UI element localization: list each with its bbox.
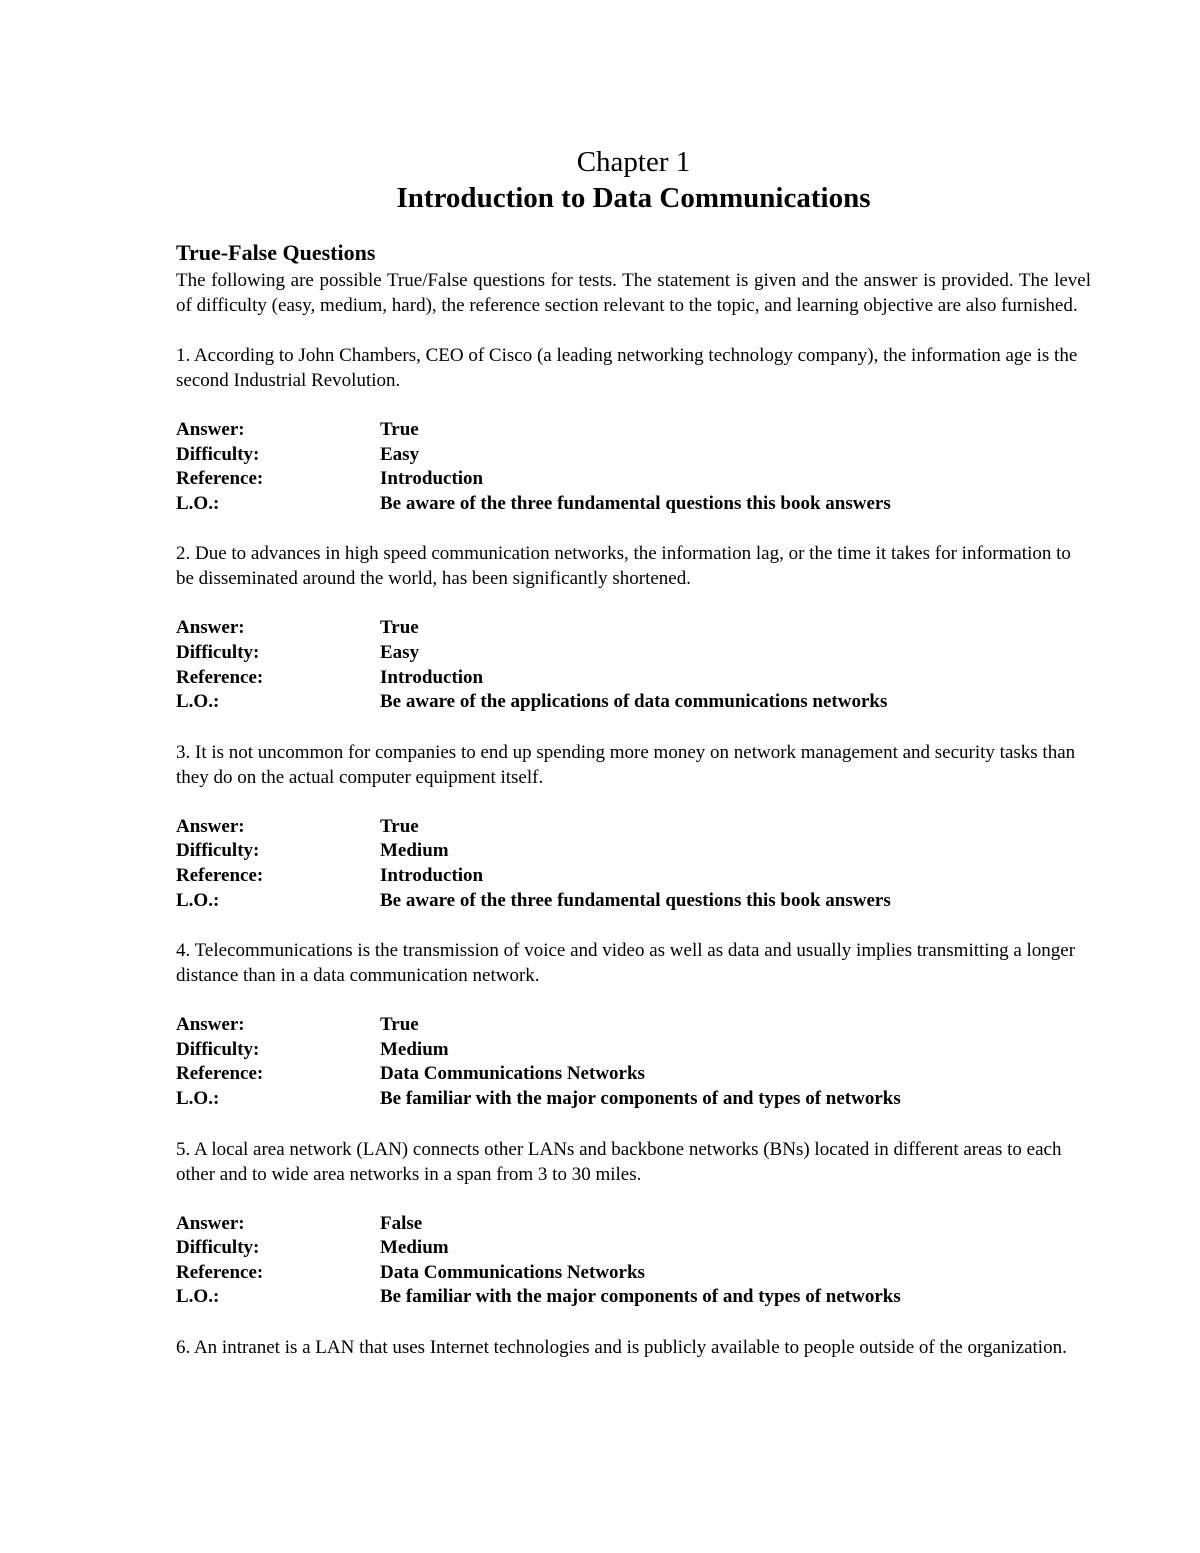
question-text: 4. Telecommunications is the transmission of voice and video as well as data and usually implies transmitting a longer distance than in a data communication network. bbox=[176, 940, 1076, 987]
reference-row bbox=[176, 666, 1091, 691]
answer-row bbox=[176, 418, 1091, 443]
question-item bbox=[176, 740, 1091, 913]
reference-row bbox=[176, 1261, 1091, 1286]
difficulty-row bbox=[176, 1038, 1091, 1063]
reference-value: Data Communications Networks bbox=[380, 1261, 645, 1283]
reference-row bbox=[176, 864, 1091, 889]
lo-row bbox=[176, 1087, 1091, 1112]
difficulty-value: Medium bbox=[380, 1038, 449, 1060]
answer-row bbox=[176, 616, 1091, 641]
lo-label: L.O.: bbox=[176, 1087, 220, 1109]
difficulty-label: Difficulty: bbox=[176, 1237, 260, 1259]
question-text: 2. Due to advances in high speed communication networks, the information lag, or the time it takes for information to be disseminated around the world, has been significantly shortened. bbox=[176, 543, 1071, 590]
reference-label: Reference: bbox=[176, 1063, 264, 1085]
difficulty-value: Easy bbox=[380, 443, 420, 465]
lo-value: Be familiar with the major components of and types of networks bbox=[380, 1087, 901, 1109]
lo-row bbox=[176, 1285, 1091, 1310]
answer-label: Answer: bbox=[176, 1014, 245, 1036]
reference-value: Data Communications Networks bbox=[380, 1063, 645, 1085]
reference-value: Introduction bbox=[380, 666, 484, 688]
question-meta bbox=[176, 1013, 1091, 1111]
question-text: 3. It is not uncommon for companies to end up spending more money on network management and security tasks than they do on the actual computer equipment itself. bbox=[176, 741, 1076, 788]
difficulty-label: Difficulty: bbox=[176, 641, 260, 663]
lo-value: Be aware of the three fundamental questions this book answers bbox=[380, 492, 891, 514]
difficulty-row bbox=[176, 443, 1091, 468]
question-item bbox=[176, 1335, 1091, 1360]
lo-label: L.O.: bbox=[176, 889, 220, 911]
question-meta bbox=[176, 616, 1091, 714]
difficulty-label: Difficulty: bbox=[176, 443, 260, 465]
lo-value: Be aware of the applications of data communications networks bbox=[380, 691, 888, 713]
difficulty-value: Medium bbox=[380, 1237, 449, 1259]
question-text: 6. An intranet is a LAN that uses Internet technologies and is publicly available to people outside of the organization. bbox=[176, 1336, 1067, 1358]
difficulty-label: Difficulty: bbox=[176, 1038, 260, 1060]
lo-label: L.O.: bbox=[176, 691, 220, 713]
question-text: 1. According to John Chambers, CEO of Cisco (a leading networking technology company), the information age is the second Industrial Revolution. bbox=[176, 345, 1078, 391]
question-item bbox=[176, 343, 1091, 516]
difficulty-value: Medium bbox=[380, 840, 449, 862]
section-intro: The following are possible True/False questions for tests. The statement is given and the answer is provided. The level of difficulty (easy, medium, hard), the reference section relevant to the topic, and learning objective are also furnished. bbox=[176, 270, 1091, 316]
reference-label: Reference: bbox=[176, 1261, 264, 1283]
chapter-number: Chapter 1 bbox=[576, 146, 691, 178]
chapter-title: Introduction to Data Communications bbox=[396, 182, 871, 214]
answer-label: Answer: bbox=[176, 815, 245, 837]
reference-label: Reference: bbox=[176, 864, 264, 886]
answer-value: True bbox=[380, 1014, 419, 1036]
question-item bbox=[176, 541, 1091, 714]
difficulty-label: Difficulty: bbox=[176, 840, 260, 862]
difficulty-row bbox=[176, 1236, 1091, 1261]
lo-row bbox=[176, 690, 1091, 715]
answer-value: True bbox=[380, 419, 419, 440]
lo-value: Be familiar with the major components of and types of networks bbox=[380, 1286, 901, 1308]
answer-label: Answer: bbox=[176, 1212, 245, 1234]
lo-row bbox=[176, 889, 1091, 914]
difficulty-value: Easy bbox=[380, 641, 420, 663]
lo-row bbox=[176, 492, 1091, 517]
lo-value: Be aware of the three fundamental questions this book answers bbox=[380, 889, 891, 911]
question-meta bbox=[176, 418, 1091, 516]
lo-label: L.O.: bbox=[176, 1286, 220, 1308]
reference-row bbox=[176, 1062, 1091, 1087]
difficulty-row bbox=[176, 839, 1091, 864]
answer-value: False bbox=[380, 1212, 423, 1234]
question-meta bbox=[176, 815, 1091, 913]
document-page bbox=[176, 144, 1091, 1360]
difficulty-row bbox=[176, 641, 1091, 666]
answer-row bbox=[176, 1013, 1091, 1038]
answer-row bbox=[176, 1212, 1091, 1237]
answer-label: Answer: bbox=[176, 419, 245, 440]
question-item bbox=[176, 1137, 1091, 1310]
section-heading: True-False Questions bbox=[176, 240, 376, 265]
question-item bbox=[176, 938, 1091, 1111]
reference-value: Introduction bbox=[380, 864, 484, 886]
question-text: 5. A local area network (LAN) connects other LANs and backbone networks (BNs) located in different areas to each other and to wide area networks in a span from 3 to 30 miles. bbox=[176, 1138, 1062, 1185]
answer-row bbox=[176, 815, 1091, 840]
answer-value: True bbox=[380, 815, 419, 837]
reference-row bbox=[176, 467, 1091, 492]
question-meta bbox=[176, 1212, 1091, 1310]
answer-label: Answer: bbox=[176, 617, 245, 639]
lo-label: L.O.: bbox=[176, 492, 220, 514]
answer-value: True bbox=[380, 617, 419, 639]
reference-label: Reference: bbox=[176, 468, 264, 490]
reference-label: Reference: bbox=[176, 666, 264, 688]
reference-value: Introduction bbox=[380, 468, 484, 490]
